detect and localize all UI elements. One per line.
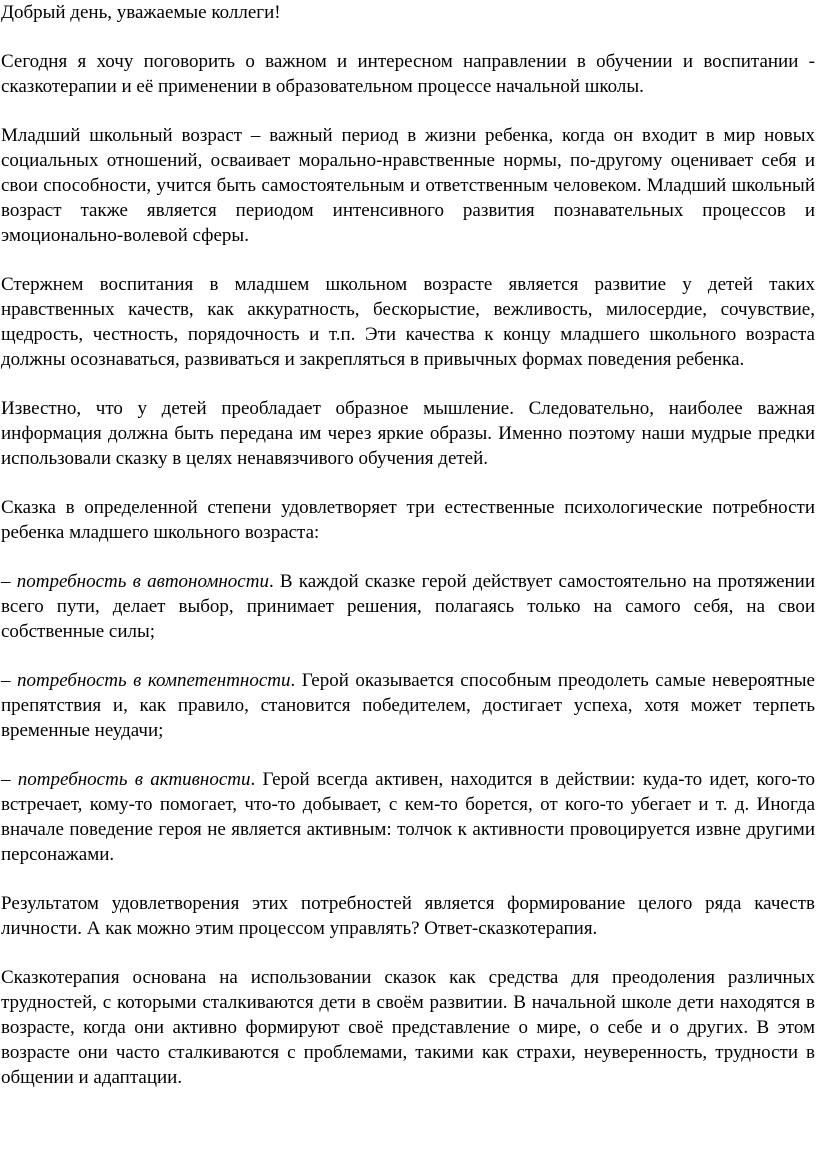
paragraph-intro: Сегодня я хочу поговорить о важном и интересном направлении в обучении и воспитании - сказкотерапии и её применении в образовательном процессе начальной школы. <box>1 51 815 97</box>
need-text: . В каждой сказке герой действует самостоятельно на протяжении всего пути, делает выбор, принимает решения, полагаясь только на самого себя, на свои собственные силы; <box>1 571 816 642</box>
need-dash: – <box>1 769 18 790</box>
need-dash: – <box>1 571 17 592</box>
paragraph-moral-qualities: Стержнем воспитания в младшем школьном возрасте является развитие у детей таких нравственных качеств, как аккуратность, бескорыстие, вежливость, милосердие, сочувствие, щедрость, честность, порядочность и т.п. Эти качества к концу младшего школьного возраста должны осознаваться, развиваться и закрепляться в привычных формах поведения ребенка. <box>1 274 815 370</box>
paragraph-imagery-thinking: Известно, что у детей преобладает образное мышление. Следовательно, наиболее важная информация должна быть передана им через яркие образы. Именно поэтому наши мудрые предки использовали сказку в целях ненавязчивого обучения детей. <box>1 398 815 469</box>
need-text: . Герой оказывается способным преодолеть самые невероятные препятствия и, как правило, становится победителем, достигает успеха, хотя может терпеть временные неудачи; <box>1 670 815 741</box>
need-term: потребность в компетентности <box>16 670 291 691</box>
need-item-activity <box>1 767 815 867</box>
paragraph-age-period: Младший школьный возраст – важный период в жизни ребенка, когда он входит в мир новых социальных отношений, осваивает морально-нравственные нормы, по-другому оценивает себя и свои способности, учится быть самостоятельным и ответственным человеком. Младший школьный возраст также является периодом интенсивного развития познавательных процессов и эмоционально-волевой сферы. <box>1 125 815 246</box>
need-term: потребность в активности <box>17 769 251 790</box>
paragraph-three-needs: Сказка в определенной степени удовлетворяет три естественные психологические потребности ребенка младшего школьного возраста: <box>1 497 815 543</box>
need-text: . Герой всегда активен, находится в действии: куда-то идет, кого-то встречает, кому-то помогает, что-то добывает, с кем-то борется, от кого-то убегает и т. д. Иногда вначале поведение героя не является активным: толчок к активности провоцируется извне другими персонажами. <box>1 769 816 865</box>
need-dash: – <box>1 670 17 691</box>
need-item-autonomy <box>1 569 815 644</box>
need-term: потребность в автономности <box>16 571 269 592</box>
need-item-competence <box>1 668 815 743</box>
greeting: Добрый день, уважаемые коллеги! <box>1 2 281 23</box>
paragraph-fairytale-therapy: Сказкотерапия основана на использовании сказок как средства для преодоления различных трудностей, с которыми сталкиваются дети в своём развитии. В начальной школе дети находятся в возрасте, когда они активно формируют своё представление о мире, о себе и о других. В этом возрасте они часто сталкиваются с проблемами, такими как страхи, неуверенность, трудности в общении и адаптации. <box>1 967 815 1088</box>
paragraph-result: Результатом удовлетворения этих потребностей является формирование целого ряда качеств личности. А как можно этим процессом управлять? Ответ-сказкотерапия. <box>1 893 815 939</box>
